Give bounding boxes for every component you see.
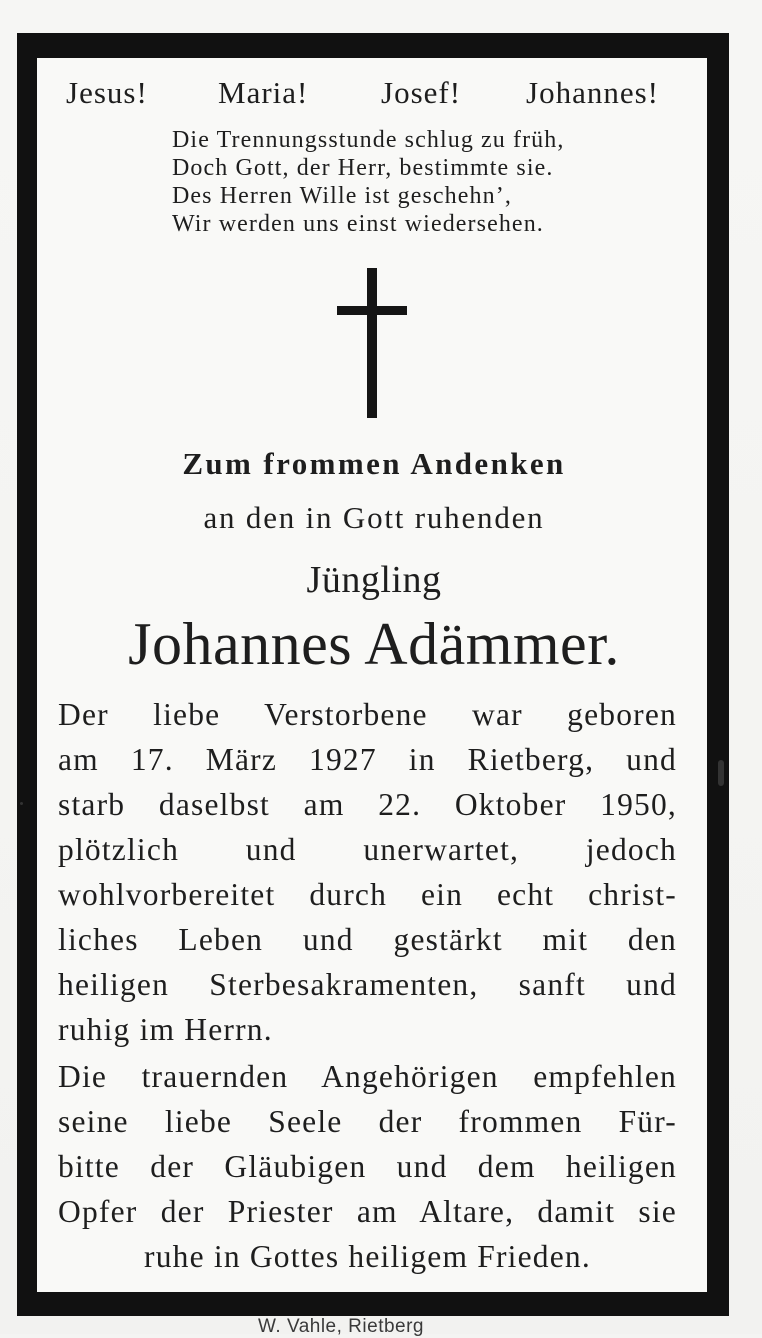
verse-line: Doch Gott, der Herr, bestimmte sie. (172, 155, 554, 181)
biography-line: heiligen Sterbesakramenten, sanft und (58, 967, 677, 1002)
paper-blemish (718, 760, 724, 786)
biography-paragraph (58, 692, 677, 1052)
prayer-line: Opfer der Priester am Altare, damit sie (58, 1194, 677, 1229)
verse-line: Die Trennungsstunde schlug zu früh, (172, 127, 565, 153)
paper-blemish (20, 802, 23, 805)
prayer-paragraph (58, 1054, 677, 1279)
memorial-heading: Zum frommen Andenken (182, 446, 566, 481)
printer-imprint: W. Vahle, Rietberg (258, 1316, 425, 1337)
deceased-title: Jüngling (306, 559, 442, 601)
holy-name-josef: Josef! (381, 75, 462, 110)
biography-line: wohlvorbereitet durch ein echt christ- (58, 877, 677, 912)
biography-line: ruhig im Herrn. (58, 1012, 273, 1047)
cross-vertical-bar (367, 268, 377, 418)
prayer-line: ruhe in Gottes heiligem Frieden. (144, 1239, 591, 1274)
verse-line: Wir werden uns einst wiedersehen. (172, 211, 544, 237)
holy-names-header (40, 75, 708, 119)
biography-line: liches Leben und gestärkt mit den (58, 922, 677, 957)
holy-name-johannes: Johannes! (526, 75, 659, 110)
prayer-line: seine liebe Seele der frommen Für- (58, 1104, 677, 1139)
cross-horizontal-bar (337, 306, 407, 315)
biography-line: am 17. März 1927 in Rietberg, und (58, 742, 677, 777)
memorial-subheading: an den in Gott ruhenden (203, 500, 545, 535)
deceased-name: Johannes Adämmer. (128, 611, 620, 677)
biography-line: Der liebe Verstorbene war geboren (58, 697, 677, 732)
holy-name-maria: Maria! (218, 75, 309, 110)
verse-line: Des Herren Wille ist geschehn’, (172, 183, 512, 209)
biography-line: starb daselbst am 22. Oktober 1950, (58, 787, 677, 822)
prayer-line: bitte der Gläubigen und dem heiligen (58, 1149, 677, 1184)
holy-name-jesus: Jesus! (66, 75, 148, 110)
cross-icon (337, 268, 407, 418)
verse-poem (172, 126, 692, 238)
prayer-line: Die trauernden Angehörigen empfehlen (58, 1059, 677, 1094)
biography-line: plötzlich und unerwartet, jedoch (58, 832, 677, 867)
